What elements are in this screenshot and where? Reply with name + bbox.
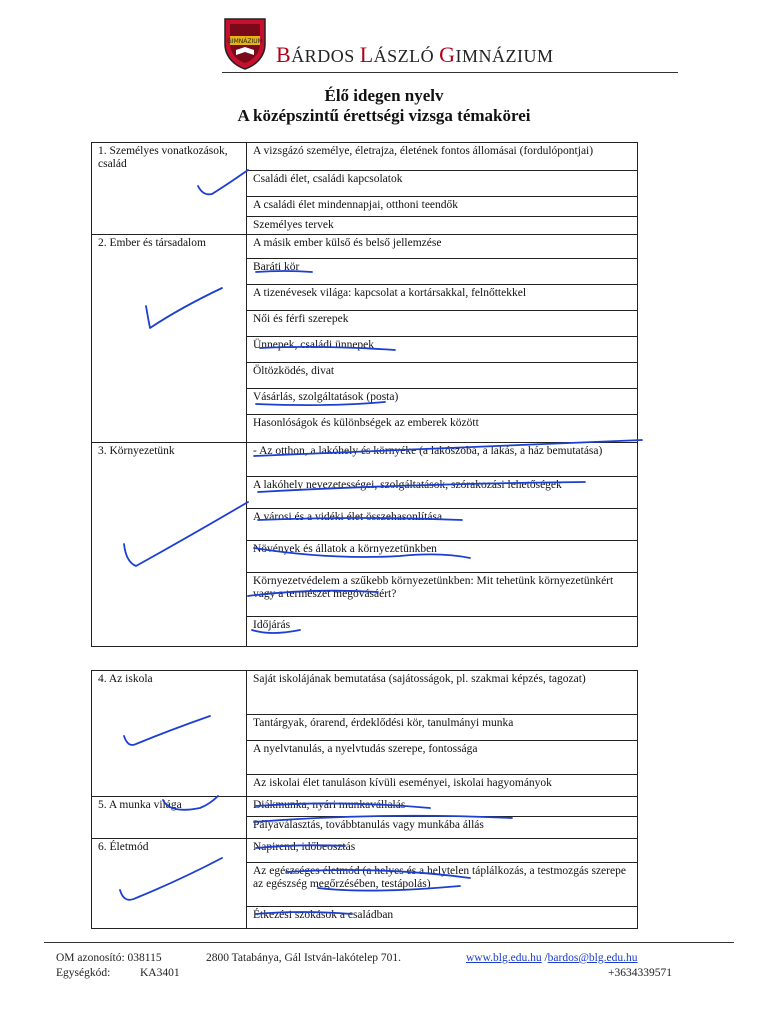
school-name: BÁRDOS LÁSZLÓ GIMNÁZIUM xyxy=(276,42,554,67)
topic-item: A másik ember külső és belső jellemzése xyxy=(247,235,638,259)
topic-item: - Az otthon, a lakóhely és környéke (a lakószoba, a lakás, a ház bemutatása) xyxy=(247,443,638,477)
topic-item: Ünnepek, családi ünnepek xyxy=(247,337,638,363)
table-row xyxy=(92,443,638,477)
logo-text: GIMNÁZIUM xyxy=(227,38,263,45)
topics-table-1 xyxy=(91,142,638,647)
topic-item: Növények és állatok a környezetünkben xyxy=(247,541,638,573)
topics-table-2 xyxy=(91,670,638,929)
header-divider xyxy=(222,72,678,73)
topic-item: Női és férfi szerepek xyxy=(247,311,638,337)
topic-item: A városi és a vidéki élet összehasonlítása xyxy=(247,509,638,541)
topic-item: A családi élet mindennapjai, otthoni teendők xyxy=(247,197,638,217)
topic-item: Étkezési szokások a családban xyxy=(247,907,638,929)
topic-item: Saját iskolájának bemutatása (sajátosságok, pl. szakmai képzés, tagozat) xyxy=(247,671,638,715)
school-address: 2800 Tatabánya, Gál István-lakótelep 701. xyxy=(206,952,402,964)
topic-item: A nyelvtanulás, a nyelvtudás szerepe, fontossága xyxy=(247,741,638,775)
topic-category: 1. Személyes vonatkozások, család xyxy=(92,143,247,235)
document-subtitle: A középszintű érettségi vizsga témakörei xyxy=(237,106,531,125)
phone-number: +3634339571 xyxy=(608,967,672,979)
table-row xyxy=(92,839,638,863)
topic-item: Pályaválasztás, továbbtanulás vagy munkába állás xyxy=(247,817,638,839)
topic-category: 4. Az iskola xyxy=(92,671,247,797)
topic-item: Családi élet, családi kapcsolatok xyxy=(247,171,638,197)
topic-item: Hasonlóságok és különbségek az emberek között xyxy=(247,415,638,443)
table-row xyxy=(92,235,638,259)
email-link[interactable]: bardos@blg.edu.hu xyxy=(547,952,638,964)
topic-item: Tantárgyak, órarend, érdeklődési kör, tanulmányi munka xyxy=(247,715,638,741)
om-identifier: OM azonosító: 038115 xyxy=(56,952,162,964)
topic-item: Környezetvédelem a szűkebb környezetünkben: Mit tehetünk környezetünkért vagy a természet megóvásáért? xyxy=(247,573,638,617)
unit-code-label: Egységkód: xyxy=(56,967,111,979)
topic-item: Az egészséges életmód (a helyes és a helytelen táplálkozás, a testmozgás szerepe az egészség megőrzésében, testápolás) xyxy=(247,863,638,907)
table-row xyxy=(92,671,638,715)
topic-item: Öltözködés, divat xyxy=(247,363,638,389)
website-link[interactable]: www.blg.edu.hu xyxy=(466,952,542,964)
topic-item: A tizenévesek világa: kapcsolat a kortársakkal, felnőttekkel xyxy=(247,285,638,311)
topic-category: 6. Életmód xyxy=(92,839,247,929)
topic-item: Baráti kör xyxy=(247,259,638,285)
topic-category: 2. Ember és társadalom xyxy=(92,235,247,443)
topic-category: 5. A munka világa xyxy=(92,797,247,839)
topic-item: A lakóhely nevezetességei, szolgáltatások, szórakozási lehetőségek xyxy=(247,477,638,509)
topic-item: Diákmunka, nyári munkavállalás xyxy=(247,797,638,817)
unit-code: KA3401 xyxy=(140,967,180,979)
topic-category: 3. Környezetünk xyxy=(92,443,247,647)
topic-item: Vásárlás, szolgáltatások (posta) xyxy=(247,389,638,415)
topic-item: Időjárás xyxy=(247,617,638,647)
table-row xyxy=(92,143,638,171)
school-crest-icon xyxy=(222,16,268,70)
topic-item: Az iskolai élet tanuláson kívüli eseményei, iskolai hagyományok xyxy=(247,775,638,797)
footer-divider xyxy=(44,942,734,943)
page-header xyxy=(0,0,768,80)
topic-item: Napirend, időbeosztás xyxy=(247,839,638,863)
topic-item: A vizsgázó személye, életrajza, életének fontos állomásai (fordulópontjai) xyxy=(247,143,638,171)
topic-item: Személyes tervek xyxy=(247,217,638,235)
document-title: Élő idegen nyelv xyxy=(324,86,444,105)
table-row xyxy=(92,797,638,817)
contact-links: www.blg.edu.hu /bardos@blg.edu.hu xyxy=(466,952,638,964)
